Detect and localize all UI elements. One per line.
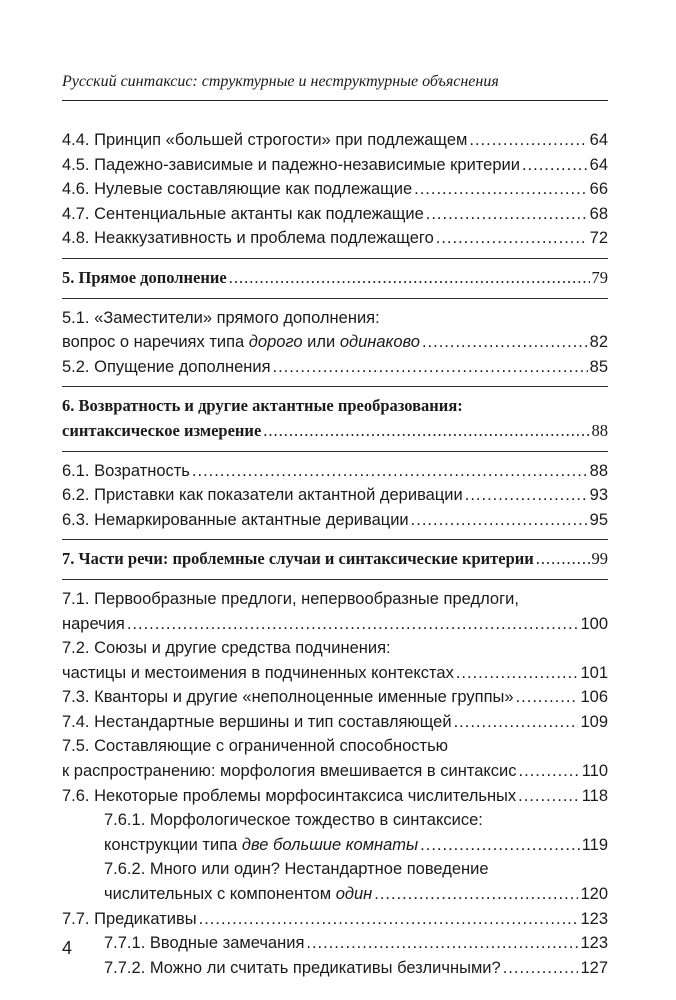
toc-page-number: 123	[580, 934, 608, 953]
toc-entry-title-line1: 7.6.1. Морфологическое тождество в синтаксисе:	[104, 811, 483, 830]
dot-leader	[456, 661, 579, 686]
dot-leader	[414, 177, 588, 202]
toc-page-number: 95	[589, 510, 608, 529]
toc-entry-4-8[interactable]	[62, 226, 608, 251]
toc-entry-7-4[interactable]	[62, 710, 608, 735]
toc-page-number: 99	[591, 549, 608, 569]
toc-entry-title: 7.6. Некоторые проблемы морфосинтаксиса числительных	[62, 786, 517, 805]
dot-leader	[127, 612, 579, 637]
toc-entry-7-7-1[interactable]	[62, 931, 608, 956]
dot-leader	[469, 128, 587, 153]
toc-page-number: 120	[580, 885, 608, 904]
toc-page-number: 85	[589, 357, 608, 376]
dot-leader	[306, 931, 578, 956]
toc-entry-title: 7.7.2. Можно ли считать предикативы безличными?	[104, 958, 501, 977]
dot-leader	[426, 202, 588, 227]
toc-entry-title-line1: 7.6.2. Много или один? Нестандартное поведение	[104, 860, 489, 879]
toc-entry-6-1[interactable]	[62, 459, 608, 484]
toc-entry-7-2[interactable]	[62, 636, 608, 685]
toc-chapter-6[interactable]	[62, 394, 608, 443]
dot-leader	[422, 330, 588, 355]
toc-entry-5-1[interactable]	[62, 306, 608, 355]
toc-page-number: 106	[580, 688, 608, 707]
toc-entry-title-line2: наречия	[62, 614, 125, 633]
toc-entry-title: 7.3. Кванторы и другие «неполноценные именные группы»	[62, 688, 514, 707]
toc-entry-7-6-1[interactable]	[62, 808, 608, 857]
dot-leader	[420, 833, 580, 858]
toc-entry-title-line2: частицы и местоимения в подчиненных контекстах	[62, 663, 454, 682]
toc-entry-4-5[interactable]	[62, 153, 608, 178]
dot-leader	[518, 784, 580, 809]
toc-entry-6-2[interactable]	[62, 483, 608, 508]
toc-page-number: 109	[580, 712, 608, 731]
toc-entry-4-4[interactable]	[62, 128, 608, 153]
section-divider	[62, 539, 608, 540]
toc-page-number: 72	[589, 229, 608, 248]
toc-entry-title: 6.1. Возратность	[62, 461, 190, 480]
toc-entry-title-line1: 7.1. Первообразные предлоги, непервообразные предлоги,	[62, 589, 519, 608]
toc-page-number: 79	[591, 267, 608, 287]
toc-page-number: 64	[589, 131, 608, 149]
section-divider	[62, 579, 608, 580]
toc-entry-title: 6.2. Приставки как показатели актантной деривации	[62, 486, 463, 505]
toc-page-number: 66	[589, 180, 608, 199]
toc-page-number: 101	[580, 663, 608, 682]
toc-page-number: 110	[581, 762, 608, 781]
toc-page-number: 127	[580, 958, 608, 977]
section-divider	[62, 258, 608, 259]
toc-page-number: 82	[589, 333, 608, 352]
toc-entry-title: 7.7. Предикативы	[62, 909, 197, 928]
dot-leader	[229, 266, 590, 291]
toc-entry-7-6[interactable]	[62, 784, 608, 809]
toc-entry-title: 5.2. Опущение дополнения	[62, 357, 271, 376]
toc-entry-7-5[interactable]	[62, 734, 608, 783]
dot-leader	[465, 483, 588, 508]
dot-leader	[436, 226, 588, 251]
toc-chapter-title: 5. Прямое дополнение	[62, 267, 227, 287]
toc-entry-title: 7.7.1. Вводные замечания	[104, 934, 305, 953]
toc-entry-title-line2: конструкции типа две большие комнаты	[104, 835, 419, 854]
toc-entry-title-line1: 5.1. «Заместители» прямого дополнения:	[62, 308, 380, 327]
toc-chapter-title: 7. Части речи: проблемные случаи и синтаксические критерии	[62, 549, 534, 569]
section-divider	[62, 451, 608, 452]
toc-page-number: 123	[580, 909, 608, 928]
toc-entry-4-7[interactable]	[62, 202, 608, 227]
page-number: 4	[62, 938, 73, 958]
toc-chapter-5[interactable]	[62, 266, 608, 291]
toc-entry-title: 4.8. Неаккузативность и проблема подлежащего	[62, 229, 434, 248]
toc-chapter-title-line1: 6. Возвратность и другие актантные преобразования:	[62, 396, 463, 416]
dot-leader	[192, 459, 588, 484]
dot-leader	[411, 508, 588, 533]
dot-leader	[199, 907, 579, 932]
dot-leader	[516, 685, 579, 710]
toc-entry-title-line2: вопрос о наречиях типа дорого или одинаково	[62, 333, 420, 352]
toc-entry-7-7[interactable]	[62, 907, 608, 932]
toc-entry-title: 4.6. Нулевые составляющие как подлежащие	[62, 180, 413, 199]
toc-entry-title: 4.7. Сентенциальные актанты как подлежащие	[62, 204, 424, 223]
running-header: Русский синтаксис: структурные и неструктурные объяснения	[62, 73, 499, 90]
toc-entry-title: 4.5. Падежно-зависимые и падежно-независимые критерии	[62, 155, 520, 174]
toc-entry-title-line2: к распространению: морфология вмешивается в синтаксис	[62, 762, 517, 781]
section-divider	[62, 386, 608, 387]
toc-entry-title-line1: 7.2. Союзы и другие средства подчинения:	[62, 639, 391, 658]
toc-entry-7-1[interactable]	[62, 587, 608, 636]
toc-page-number: 88	[591, 420, 608, 440]
toc-entry-7-7-2[interactable]	[62, 956, 608, 981]
dot-leader	[522, 153, 588, 178]
toc-entry-7-3[interactable]	[62, 685, 608, 710]
toc-page-number: 68	[589, 204, 608, 223]
dot-leader	[536, 547, 590, 572]
toc-page-number: 64	[589, 155, 608, 174]
section-divider	[62, 298, 608, 299]
table-of-contents	[62, 128, 608, 980]
toc-page-number: 88	[589, 461, 608, 480]
dot-leader	[273, 355, 588, 380]
dot-leader	[454, 710, 579, 735]
toc-page-number: 100	[580, 614, 608, 633]
toc-entry-4-6[interactable]	[62, 177, 608, 202]
toc-entry-title: 6.3. Немаркированные актантные деривации	[62, 510, 409, 529]
toc-entry-6-3[interactable]	[62, 508, 608, 533]
dot-leader	[503, 956, 579, 981]
toc-chapter-7[interactable]	[62, 547, 608, 572]
toc-entry-7-6-2[interactable]	[62, 857, 608, 906]
toc-page-number: 119	[581, 835, 608, 854]
toc-chapter-title-line2: синтаксическое измерение	[62, 420, 262, 440]
toc-entry-title: 4.4. Принцип «большей строгости» при подлежащем	[62, 131, 468, 149]
header-rule	[62, 100, 608, 101]
toc-page-number: 93	[589, 486, 608, 505]
toc-entry-5-2[interactable]	[62, 355, 608, 380]
toc-entry-title: 7.4. Нестандартные вершины и тип составляющей	[62, 712, 452, 731]
dot-leader	[374, 882, 578, 907]
dot-leader	[519, 759, 580, 784]
toc-entry-title-line1: 7.5. Составляющие с ограниченной способностью	[62, 737, 449, 756]
dot-leader	[263, 419, 589, 444]
toc-entry-title-line2: числительных с компонентом один	[104, 885, 373, 904]
toc-page-number: 118	[581, 786, 608, 805]
